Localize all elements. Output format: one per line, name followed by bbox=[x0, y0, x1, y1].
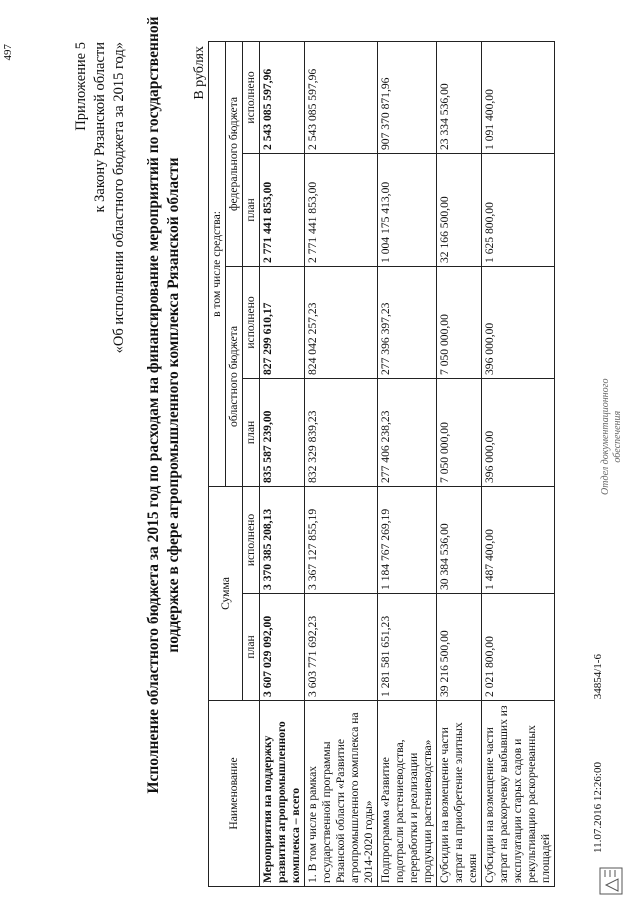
cell-sum-plan: 3 603 771 692,23 bbox=[305, 594, 378, 701]
cell-sum-executed: 3 370 385 208,13 bbox=[260, 486, 305, 593]
header-federal: федерального бюджета bbox=[226, 41, 243, 266]
cell-federal-executed: 2 543 085 597,96 bbox=[260, 41, 305, 153]
budget-table bbox=[208, 41, 555, 887]
header-regional: областного бюджета bbox=[226, 266, 243, 486]
stamp-line-1: Отдел документационного bbox=[600, 378, 611, 495]
cell-regional-plan: 396 000,00 bbox=[482, 378, 555, 486]
cell-regional-executed: 827 299 610,17 bbox=[260, 266, 305, 378]
row-name: 1. В том числе в рамках государственной программы Рязанской области «Развитие агропромышленного комплекса на 2014-2020 годы» bbox=[305, 701, 378, 887]
row-name: Субсидии на возмещение части затрат на раскорчевку выбывших из эксплуатации старых садов и рекультивацию раскорчеванных площадей bbox=[482, 701, 555, 887]
cell-regional-plan: 277 406 238,23 bbox=[378, 378, 437, 486]
cell-federal-executed: 907 370 871,96 bbox=[378, 41, 437, 153]
table-row bbox=[482, 41, 555, 886]
footer-timestamp: 11.07.2016 12:26:00 bbox=[592, 762, 604, 853]
cell-federal-executed: 1 091 400,00 bbox=[482, 41, 555, 153]
header-federal-executed: исполнено bbox=[243, 41, 260, 153]
cell-sum-plan: 2 021 800,00 bbox=[482, 594, 555, 701]
document-title bbox=[144, 15, 184, 795]
department-stamp bbox=[600, 378, 624, 495]
cell-sum-plan: 39 216 500,00 bbox=[437, 594, 482, 701]
title-line-1: Исполнение областного бюджета за 2015 год по расходам на финансирование мероприятий по государственной bbox=[145, 16, 162, 794]
title-line-2: поддержке в сфере агропромышленного комплекса Рязанской области bbox=[165, 157, 182, 653]
cell-regional-executed: 396 000,00 bbox=[482, 266, 555, 378]
row-name: Мероприятия на поддержку развития агропромышленного комплекса – всего bbox=[260, 701, 305, 887]
footer bbox=[592, 594, 604, 891]
header-regional-plan: план bbox=[243, 378, 260, 486]
cell-sum-executed: 3 367 127 855,19 bbox=[305, 486, 378, 593]
row-name: Субсидии на возмещение части затрат на приобретение элитных семян bbox=[437, 701, 482, 887]
cell-federal-plan: 2 771 441 853,00 bbox=[305, 153, 378, 266]
cell-federal-plan: 32 166 500,00 bbox=[437, 153, 482, 266]
stamp-line-2: обеспечения bbox=[612, 410, 623, 463]
header-sum-plan: план bbox=[243, 594, 260, 701]
table-row-total bbox=[260, 41, 305, 886]
cell-regional-plan: 7 050 000,00 bbox=[437, 378, 482, 486]
unit-label: В рублях bbox=[192, 46, 207, 100]
cell-sum-executed: 1 184 767 269,19 bbox=[378, 486, 437, 593]
header-sum-executed: исполнено bbox=[243, 486, 260, 593]
appendix-line-2: к Закону Рязанской области bbox=[92, 42, 108, 213]
header-including: в том числе средства: bbox=[209, 41, 226, 486]
cell-federal-plan: 2 771 441 853,00 bbox=[260, 153, 305, 266]
header-federal-plan: план bbox=[243, 153, 260, 266]
cell-federal-executed: 23 334 536,00 bbox=[437, 41, 482, 153]
table-row bbox=[437, 41, 482, 886]
header-sum: Сумма bbox=[209, 486, 243, 700]
cell-federal-plan: 1 625 800,00 bbox=[482, 153, 555, 266]
cell-federal-plan: 1 004 175 413,00 bbox=[378, 153, 437, 266]
cell-sum-executed: 30 384 536,00 bbox=[437, 486, 482, 593]
page-number: 497 bbox=[2, 44, 14, 61]
cell-regional-executed: 277 396 397,23 bbox=[378, 266, 437, 378]
cell-federal-executed: 2 543 085 597,96 bbox=[305, 41, 378, 153]
table-row bbox=[378, 41, 437, 886]
cell-regional-plan: 835 587 239,00 bbox=[260, 378, 305, 486]
appendix-header bbox=[72, 42, 129, 353]
cell-regional-executed: 824 042 257,23 bbox=[305, 266, 378, 378]
header-name: Наименование bbox=[209, 701, 260, 887]
cell-regional-plan: 832 329 839,23 bbox=[305, 378, 378, 486]
cell-regional-executed: 7 050 000,00 bbox=[437, 266, 482, 378]
header-regional-executed: исполнено bbox=[243, 266, 260, 378]
cell-sum-plan: 1 281 581 651,23 bbox=[378, 594, 437, 701]
cell-sum-plan: 3 607 029 092,00 bbox=[260, 594, 305, 701]
footer-doc-code: 34854/1-6 bbox=[592, 654, 604, 700]
cell-sum-executed: 1 487 400,00 bbox=[482, 486, 555, 593]
appendix-line-3: «Об исполнении областного бюджета за 2015 год» bbox=[111, 42, 127, 354]
table-row bbox=[305, 41, 378, 886]
row-name: Подпрограмма «Развитие подотрасли растениеводства, переработки и реализации продукции растениеводства» bbox=[378, 701, 437, 887]
appendix-line-1: Приложение 5 bbox=[73, 42, 89, 131]
